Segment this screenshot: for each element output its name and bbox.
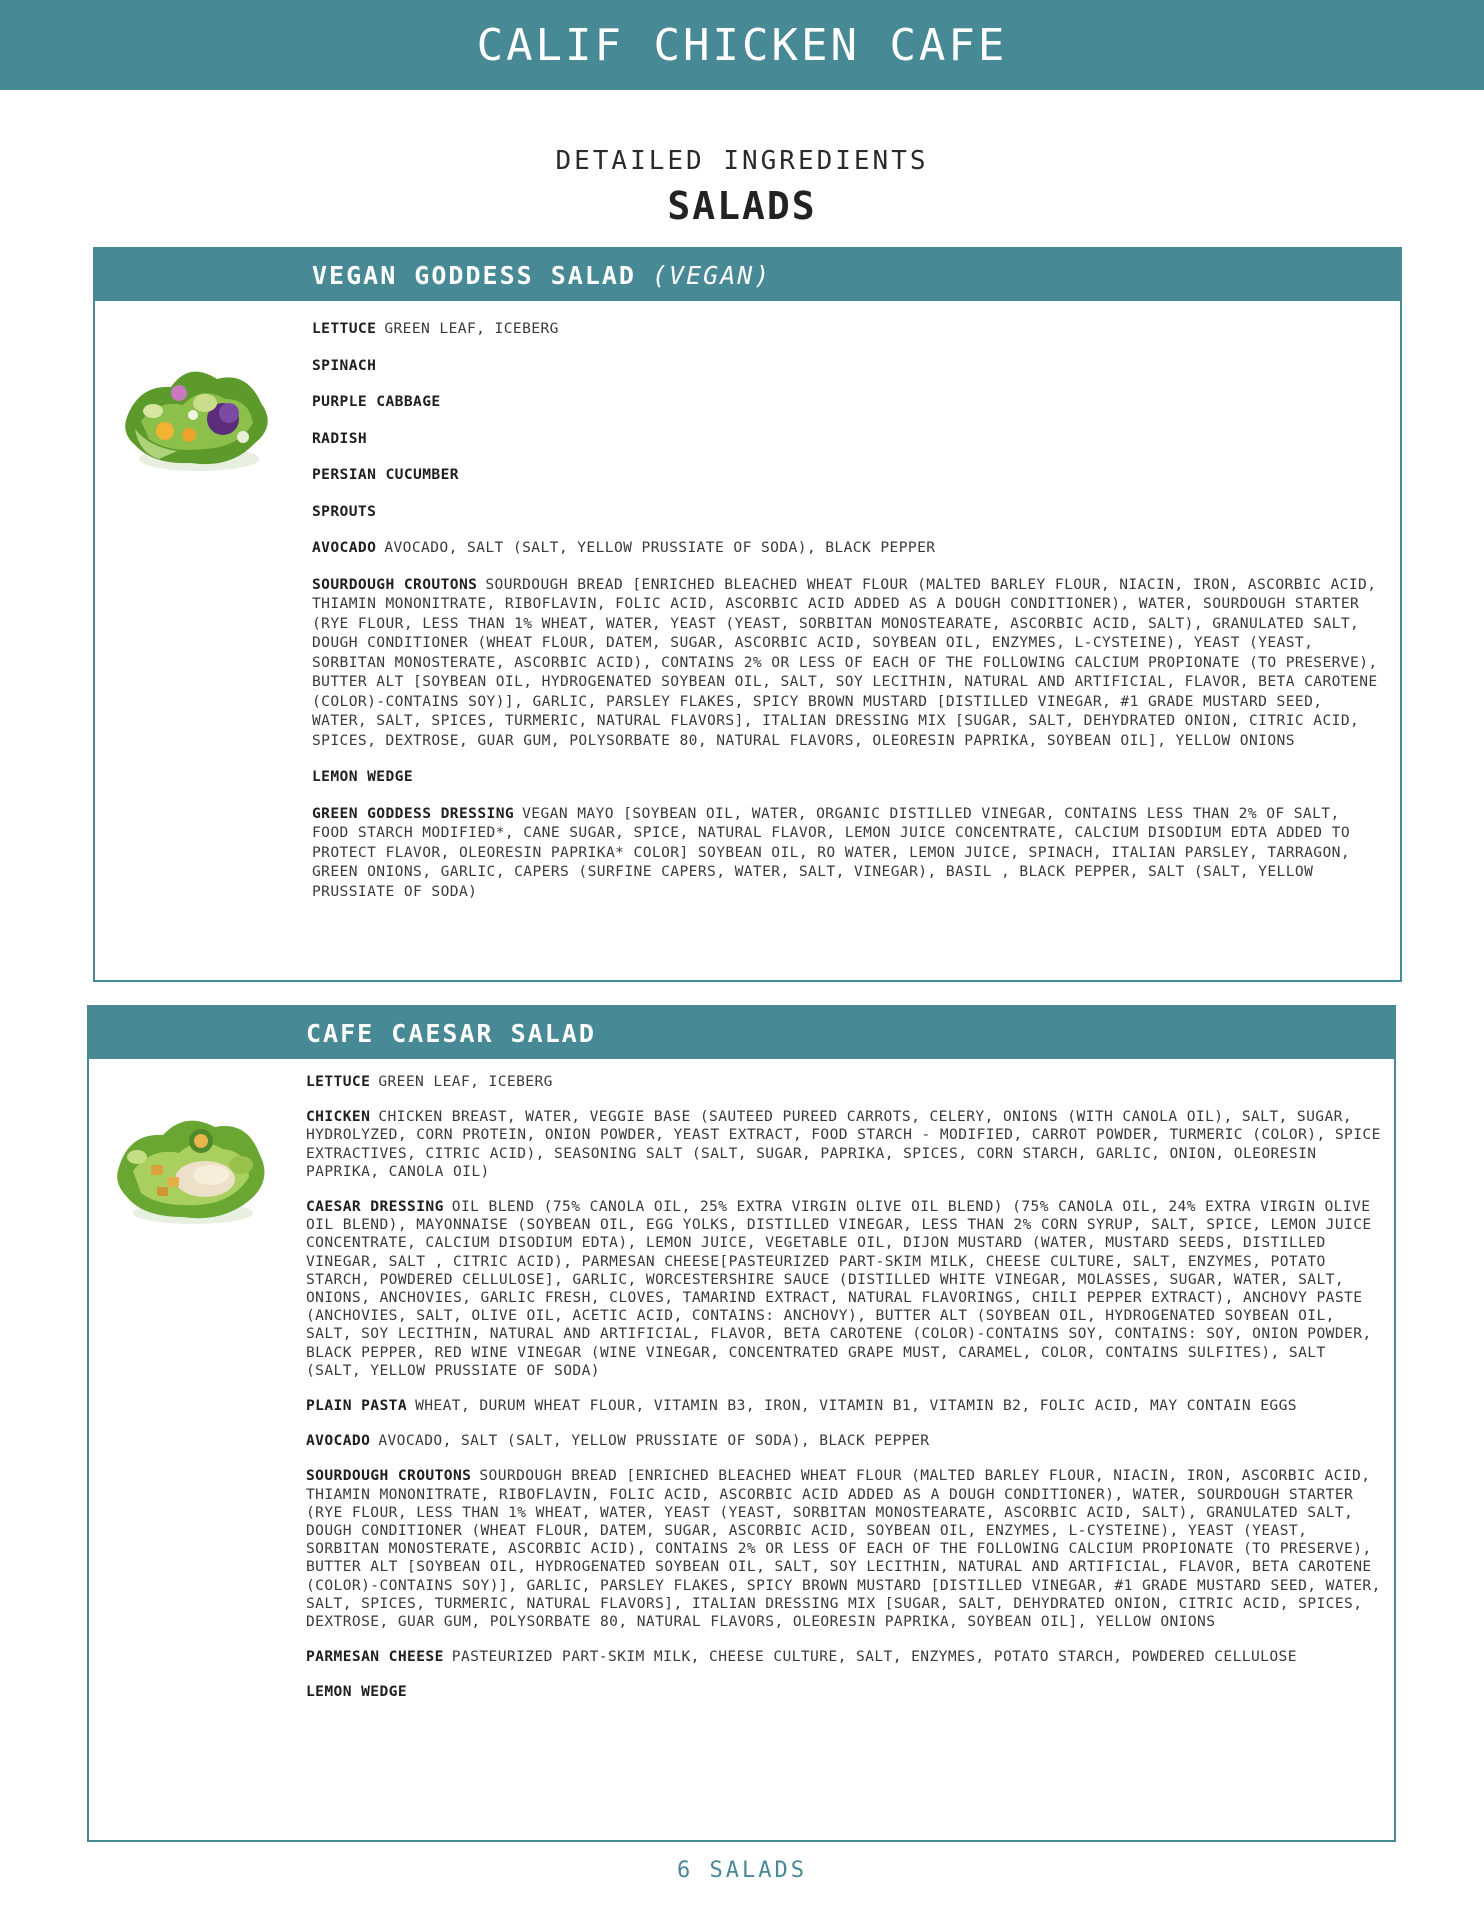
ingredient-detail: PASTEURIZED PART-SKIM MILK, CHEESE CULTURE, SALT, ENZYMES, POTATO STARCH, POWDERED CELLULOSE — [451, 1648, 1297, 1666]
ingredient-item — [306, 1397, 1381, 1415]
ingredient-name: LETTUCE — [306, 1073, 371, 1090]
ingredient-item — [312, 356, 1382, 376]
salad-title: CAFE CAESAR SALAD — [306, 1018, 596, 1048]
ingredient-name: SPINACH — [312, 356, 377, 374]
card-header — [95, 249, 1400, 301]
ingredient-item — [312, 319, 1382, 339]
restaurant-name: CALIF CHICKEN CAFE — [476, 19, 1008, 71]
ingredient-detail: VEGAN MAYO [SOYBEAN OIL, WATER, ORGANIC DISTILLED VINEGAR, CONTAINS LESS THAN 2% OF SALT, FOOD STARCH MODIFIED*, CANE SUGAR, SPICE, NATURAL FLAVOR, LEMON JUICE CONCENTRATE, CALCIUM DISODIUM EDTA ADDED TO PROTECT FLAVOR, OLEORESIN PAPRIKA* COLOR] SOYBEAN OIL, RO WATER, LEMON JUICE, SPINACH, ITALIAN PARSLEY, TARRAGON, GREEN ONIONS, GARLIC, CAPERS (SURFINE CAPERS, WATER, SALT, VINEGAR), BASIL , BLACK PEPPER, SALT (SALT, YELLOW PRUSSIATE OF SODA) — [312, 804, 1351, 900]
ingredient-name: LEMON WEDGE — [306, 1683, 408, 1701]
page-subtitle: DETAILED INGREDIENTS — [555, 146, 929, 176]
ingredient-item — [312, 465, 1382, 485]
ingredient-name: PURPLE CABBAGE — [312, 393, 441, 410]
ingredient-name: CAESAR DRESSING — [306, 1198, 444, 1216]
card-header — [89, 1007, 1394, 1059]
ingredient-detail: GREEN LEAF, ICEBERG — [378, 1073, 553, 1090]
ingredient-name: GREEN GODDESS DRESSING — [312, 804, 515, 822]
salad-card-cafe-caesar — [87, 1005, 1396, 1842]
ingredient-list — [306, 1073, 1381, 1719]
ingredient-detail: AVOCADO, SALT (SALT, YELLOW PRUSSIATE OF SODA), BLACK PEPPER — [378, 1432, 930, 1450]
ingredient-name: SOURDOUGH CROUTONS — [312, 575, 478, 593]
salad-title: VEGAN GODDESS SALAD — [312, 260, 636, 290]
ingredient-detail: WHEAT, DURUM WHEAT FLOUR, VITAMIN B3, IRON, VITAMIN B1, VITAMIN B2, FOLIC ACID, MAY CONTAIN EGGS — [415, 1397, 1297, 1415]
ingredient-item — [312, 392, 1382, 412]
ingredient-detail: CHICKEN BREAST, WATER, VEGGIE BASE (SAUTEED PUREED CARROTS, CELERY, ONIONS (WITH CANOLA OIL), SALT, SUGAR, HYDROLYZED, CORN PROTEIN, ONION POWDER, YEAST EXTRACT, FOOD STARCH - MODIFIED, CARROT POWDER, TURMERIC (COLOR), SPICE EXTRACTIVES, CITRIC ACID), SEASONING SALT (SALT, SUGAR, PAPRIKA, SPICES, CORN STARCH, GARLIC, ONION, OLEORESIN PAPRIKA, CANOLA OIL) — [306, 1108, 1381, 1180]
ingredient-item — [306, 1073, 1381, 1091]
ingredient-item — [306, 1198, 1381, 1380]
ingredient-item — [312, 429, 1382, 449]
ingredient-name: AVOCADO — [306, 1432, 371, 1450]
ingredient-item — [312, 767, 1382, 787]
ingredient-detail: AVOCADO, SALT (SALT, YELLOW PRUSSIATE OF SODA), BLACK PEPPER — [384, 539, 936, 556]
ingredient-detail: SOURDOUGH BREAD [ENRICHED BLEACHED WHEAT FLOUR (MALTED BARLEY FLOUR, NIACIN, IRON, ASCORBIC ACID, THIAMIN MONONITRATE, RIBOFLAVIN, FOLIC ACID, ASCORBIC ACID ADDED AS A DOUGH CONDITIONER), WATER, SOURDOUGH STARTER (RYE FLOUR, LESS THAN 1% WHEAT, WATER, YEAST (YEAST, SORBITAN MONOSTEARATE, ASCORBIC ACID, SALT), GRANULATED SALT, DOUGH CONDITIONER (WHEAT FLOUR, DATEM, SUGAR, ASCORBIC ACID, SOYBEAN OIL, ENZYMES, L-CYSTEINE), YEAST (YEAST, SORBITAN MONOSTERATE, ASCORBIC ACID), CONTAINS 2% OR LESS OF EACH OF THE FOLLOWING CALCIUM PROPIONATE (TO PRESERVE), BUTTER ALT [SOYBEAN OIL, HYDROGENATED SOYBEAN OIL, SALT, SOY LECITHIN, NATURAL AND ARTIFICIAL, FLAVOR, BETA CAROTENE (COLOR)-CONTAINS SOY)], GARLIC, PARSLEY FLAKES, SPICY BROWN MUSTARD [DISTILLED VINEGAR, #1 GRADE MUSTARD SEED, WATER, SALT, SPICES, TURMERIC, NATURAL FLAVORS], ITALIAN DRESSING MIX [SUGAR, SALT, DEHYDRATED ONION, CITRIC ACID, SPICES, DEXTROSE, GUAR GUM, POLYSORBATE 80, NATURAL FLAVORS, OLEORESIN PAPRIKA, SOYBEAN OIL], YELLOW ONIONS — [306, 1467, 1381, 1631]
ingredient-name: SOURDOUGH CROUTONS — [306, 1467, 472, 1485]
ingredient-detail: OIL BLEND (75% CANOLA OIL, 25% EXTRA VIRGIN OLIVE OIL BLEND) (75% CANOLA OIL, 24% EXTRA VIRGIN OLIVE OIL BLEND), MAYONNAISE (SOYBEAN OIL, EGG YOLKS, DISTILLED VINEGAR, LESS THAN 2% CORN SYRUP, SALT, SPICE, LEMON JUICE CONCENTRATE, CALCIUM DISODIUM EDTA), LEMON JUICE, VEGETABLE OIL, DIJON MUSTARD (WATER, MUSTARD SEEDS, DISTILLED VINEGAR, SALT , CITRIC ACID), PARMESAN CHEESE[PASTEURIZED PART-SKIM MILK, CHEESE CULTURE, SALT, ENZYMES, POTATO STARCH, POWDERED CELLULOSE], GARLIC, WORCESTERSHIRE SAUCE (DISTILLED WHITE VINEGAR, MOLASSES, SUGAR, WATER, SALT, ONIONS, ANCHOVIES, GARLIC FRESH, CLOVES, TAMARIND EXTRACT, NATURAL FLAVORINGS, CHILI PEPPER EXTRACT), ANCHOVY PASTE (ANCHOVIES, SALT, OLIVE OIL, ACETIC ACID, CONTAINS: ANCHOVY), BUTTER ALT (SOYBEAN OIL, HYDROGENATED SOYBEAN OIL, SALT, SOY LECITHIN, NATURAL AND ARTIFICIAL, FLAVOR, BETA CAROTENE (COLOR)-CONTAINS SOY, CONTAINS: SOY, ONION POWDER, BLACK PEPPER, RED WINE VINEGAR (WINE VINEGAR, CONCENTRATED GRAPE MUST, CARAMEL, COLOR, CONTAINS SULFITES), SALT (SALT, YELLOW PRUSSIATE OF SODA) — [306, 1198, 1372, 1379]
salad-tag: (VEGAN) — [651, 260, 772, 290]
ingredient-item — [306, 1467, 1381, 1631]
ingredient-detail: SOURDOUGH BREAD [ENRICHED BLEACHED WHEAT FLOUR (MALTED BARLEY FLOUR, NIACIN, IRON, ASCORBIC ACID, THIAMIN MONONITRATE, RIBOFLAVIN, FOLIC ACID, ASCORBIC ACID ADDED AS A DOUGH CONDITIONER), WATER, SOURDOUGH STARTER (RYE FLOUR, LESS THAN 1% WHEAT, WATER, YEAST (YEAST, SORBITAN MONOSTEARATE, ASCORBIC ACID, SALT), GRANULATED SALT, DOUGH CONDITIONER (WHEAT FLOUR, DATEM, SUGAR, ASCORBIC ACID, SOYBEAN OIL, ENZYMES, L-CYSTEINE), YEAST (YEAST, SORBITAN MONOSTERATE, ASCORBIC ACID), CONTAINS 2% OR LESS OF EACH OF THE FOLLOWING CALCIUM PROPIONATE (TO PRESERVE), BUTTER ALT [SOYBEAN OIL, HYDROGENATED SOYBEAN OIL, SALT, SOY LECITHIN, NATURAL AND ARTIFICIAL, FLAVOR, BETA CAROTENE (COLOR)-CONTAINS SOY)], GARLIC, PARSLEY FLAKES, SPICY BROWN MUSTARD [DISTILLED VINEGAR, #1 GRADE MUSTARD SEED, WATER, SALT, SPICES, TURMERIC, NATURAL FLAVORS], ITALIAN DRESSING MIX [SUGAR, SALT, DEHYDRATED ONION, CITRIC ACID, SPICES, DEXTROSE, GUAR GUM, POLYSORBATE 80, NATURAL FLAVORS, OLEORESIN PAPRIKA, SOYBEAN OIL], YELLOW ONIONS — [312, 575, 1378, 749]
ingredient-item — [306, 1648, 1381, 1666]
cafe-caesar-salad-image — [113, 1107, 273, 1231]
ingredient-item — [306, 1432, 1381, 1450]
ingredient-name: RADISH — [312, 429, 368, 447]
ingredient-detail: GREEN LEAF, ICEBERG — [384, 320, 559, 337]
ingredient-name: CHICKEN — [306, 1108, 371, 1126]
ingredient-name: LEMON WEDGE — [312, 768, 414, 785]
vegan-goddess-salad-image — [119, 355, 279, 479]
ingredient-name: PARMESAN CHEESE — [306, 1648, 444, 1666]
ingredient-name: AVOCADO — [312, 539, 377, 556]
ingredient-item — [312, 575, 1382, 751]
ingredient-name: PLAIN PASTA — [306, 1397, 408, 1415]
top-banner — [0, 0, 1484, 90]
section-title: SALADS — [667, 184, 817, 228]
page-footer: 6 SALADS — [677, 1858, 807, 1883]
salad-card-vegan-goddess — [93, 247, 1402, 982]
ingredient-name: SPROUTS — [312, 502, 377, 520]
ingredient-item — [306, 1108, 1381, 1181]
ingredient-item — [312, 538, 1382, 558]
ingredient-name: LETTUCE — [312, 320, 377, 337]
ingredient-item — [306, 1683, 1381, 1701]
ingredient-list — [312, 319, 1382, 918]
ingredient-name: PERSIAN CUCUMBER — [312, 466, 459, 483]
ingredient-item — [312, 804, 1382, 902]
ingredient-item — [312, 502, 1382, 522]
